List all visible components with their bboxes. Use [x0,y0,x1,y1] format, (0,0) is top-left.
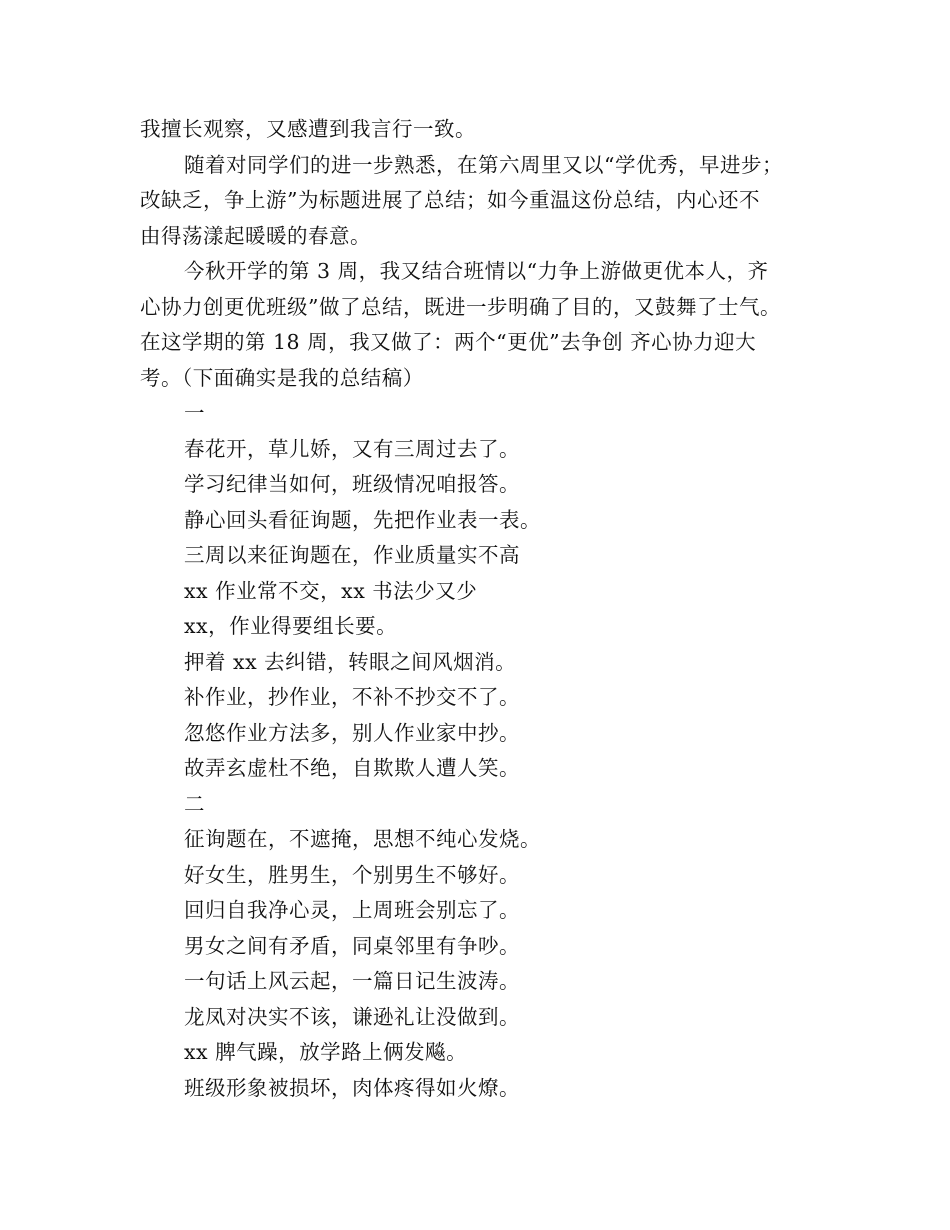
poem-line: 好女生，胜男生，个别男生不够好。 [184,863,520,887]
poem-line: 班级形象被损坏，肉体疼得如火燎。 [184,1076,520,1100]
poem-line: 龙凤对决实不该，谦逊礼让没做到。 [184,1005,520,1029]
poem-line: 静心回头看征询题，先把作业表一表。 [184,508,541,532]
paragraph-line: 我擅长观察，又感遭到我言行一致。 [140,117,476,141]
poem-line: 学习纪律当如何，班级情况咱报答。 [184,472,520,496]
paragraph-line: 随着对同学们的进一步熟悉，在第六周里又以“学优秀，早进步； [184,153,783,177]
poem-line: 征询题在，不遮掩，思想不纯心发烧。 [184,827,541,851]
paragraph-line: 考。（下面确实是我的总结稿） [140,366,424,390]
section-heading: 二 [184,792,205,816]
poem-line: xx，作业得要组长要。 [184,614,398,638]
poem-line: xx 脾气躁，放学路上俩发飚。 [184,1040,468,1064]
poem-line: 忽悠作业方法多，别人作业家中抄。 [184,721,520,745]
poem-line: 补作业，抄作业，不补不抄交不了。 [184,685,520,709]
poem-line: 三周以来征询题在，作业质量实不高 [184,543,520,567]
poem-line: 男女之间有矛盾，同桌邻里有争吵。 [184,934,520,958]
poem-line: 一句话上风云起，一篇日记生波涛。 [184,969,520,993]
poem-line: xx 作业常不交，xx 书法少又少 [184,579,478,603]
paragraph-line: 由得荡漾起暖暖的春意。 [140,224,371,248]
paragraph-line: 今秋开学的第 3 周，我又结合班情以“力争上游做更优本人，齐 [184,259,769,283]
paragraph-line: 改缺乏，争上游”为标题进展了总结；如今重温这份总结，内心还不 [140,188,760,212]
poem-line: 春花开，草儿娇，又有三周过去了。 [184,437,520,461]
paragraph-line: 心协力创更优班级”做了总结，既进一步明确了目的，又鼓舞了士气。 [140,295,781,319]
paragraph-line: 在这学期的第 18 周，我又做了：两个“更优”去争创 齐心协力迎大 [140,330,757,354]
poem-line: 回归自我净心灵，上周班会别忘了。 [184,898,520,922]
poem-line: 押着 xx 去纠错，转眼之间风烟消。 [184,650,517,674]
section-heading: 一 [184,401,205,425]
poem-line: 故弄玄虚杜不绝，自欺欺人遭人笑。 [184,756,520,780]
